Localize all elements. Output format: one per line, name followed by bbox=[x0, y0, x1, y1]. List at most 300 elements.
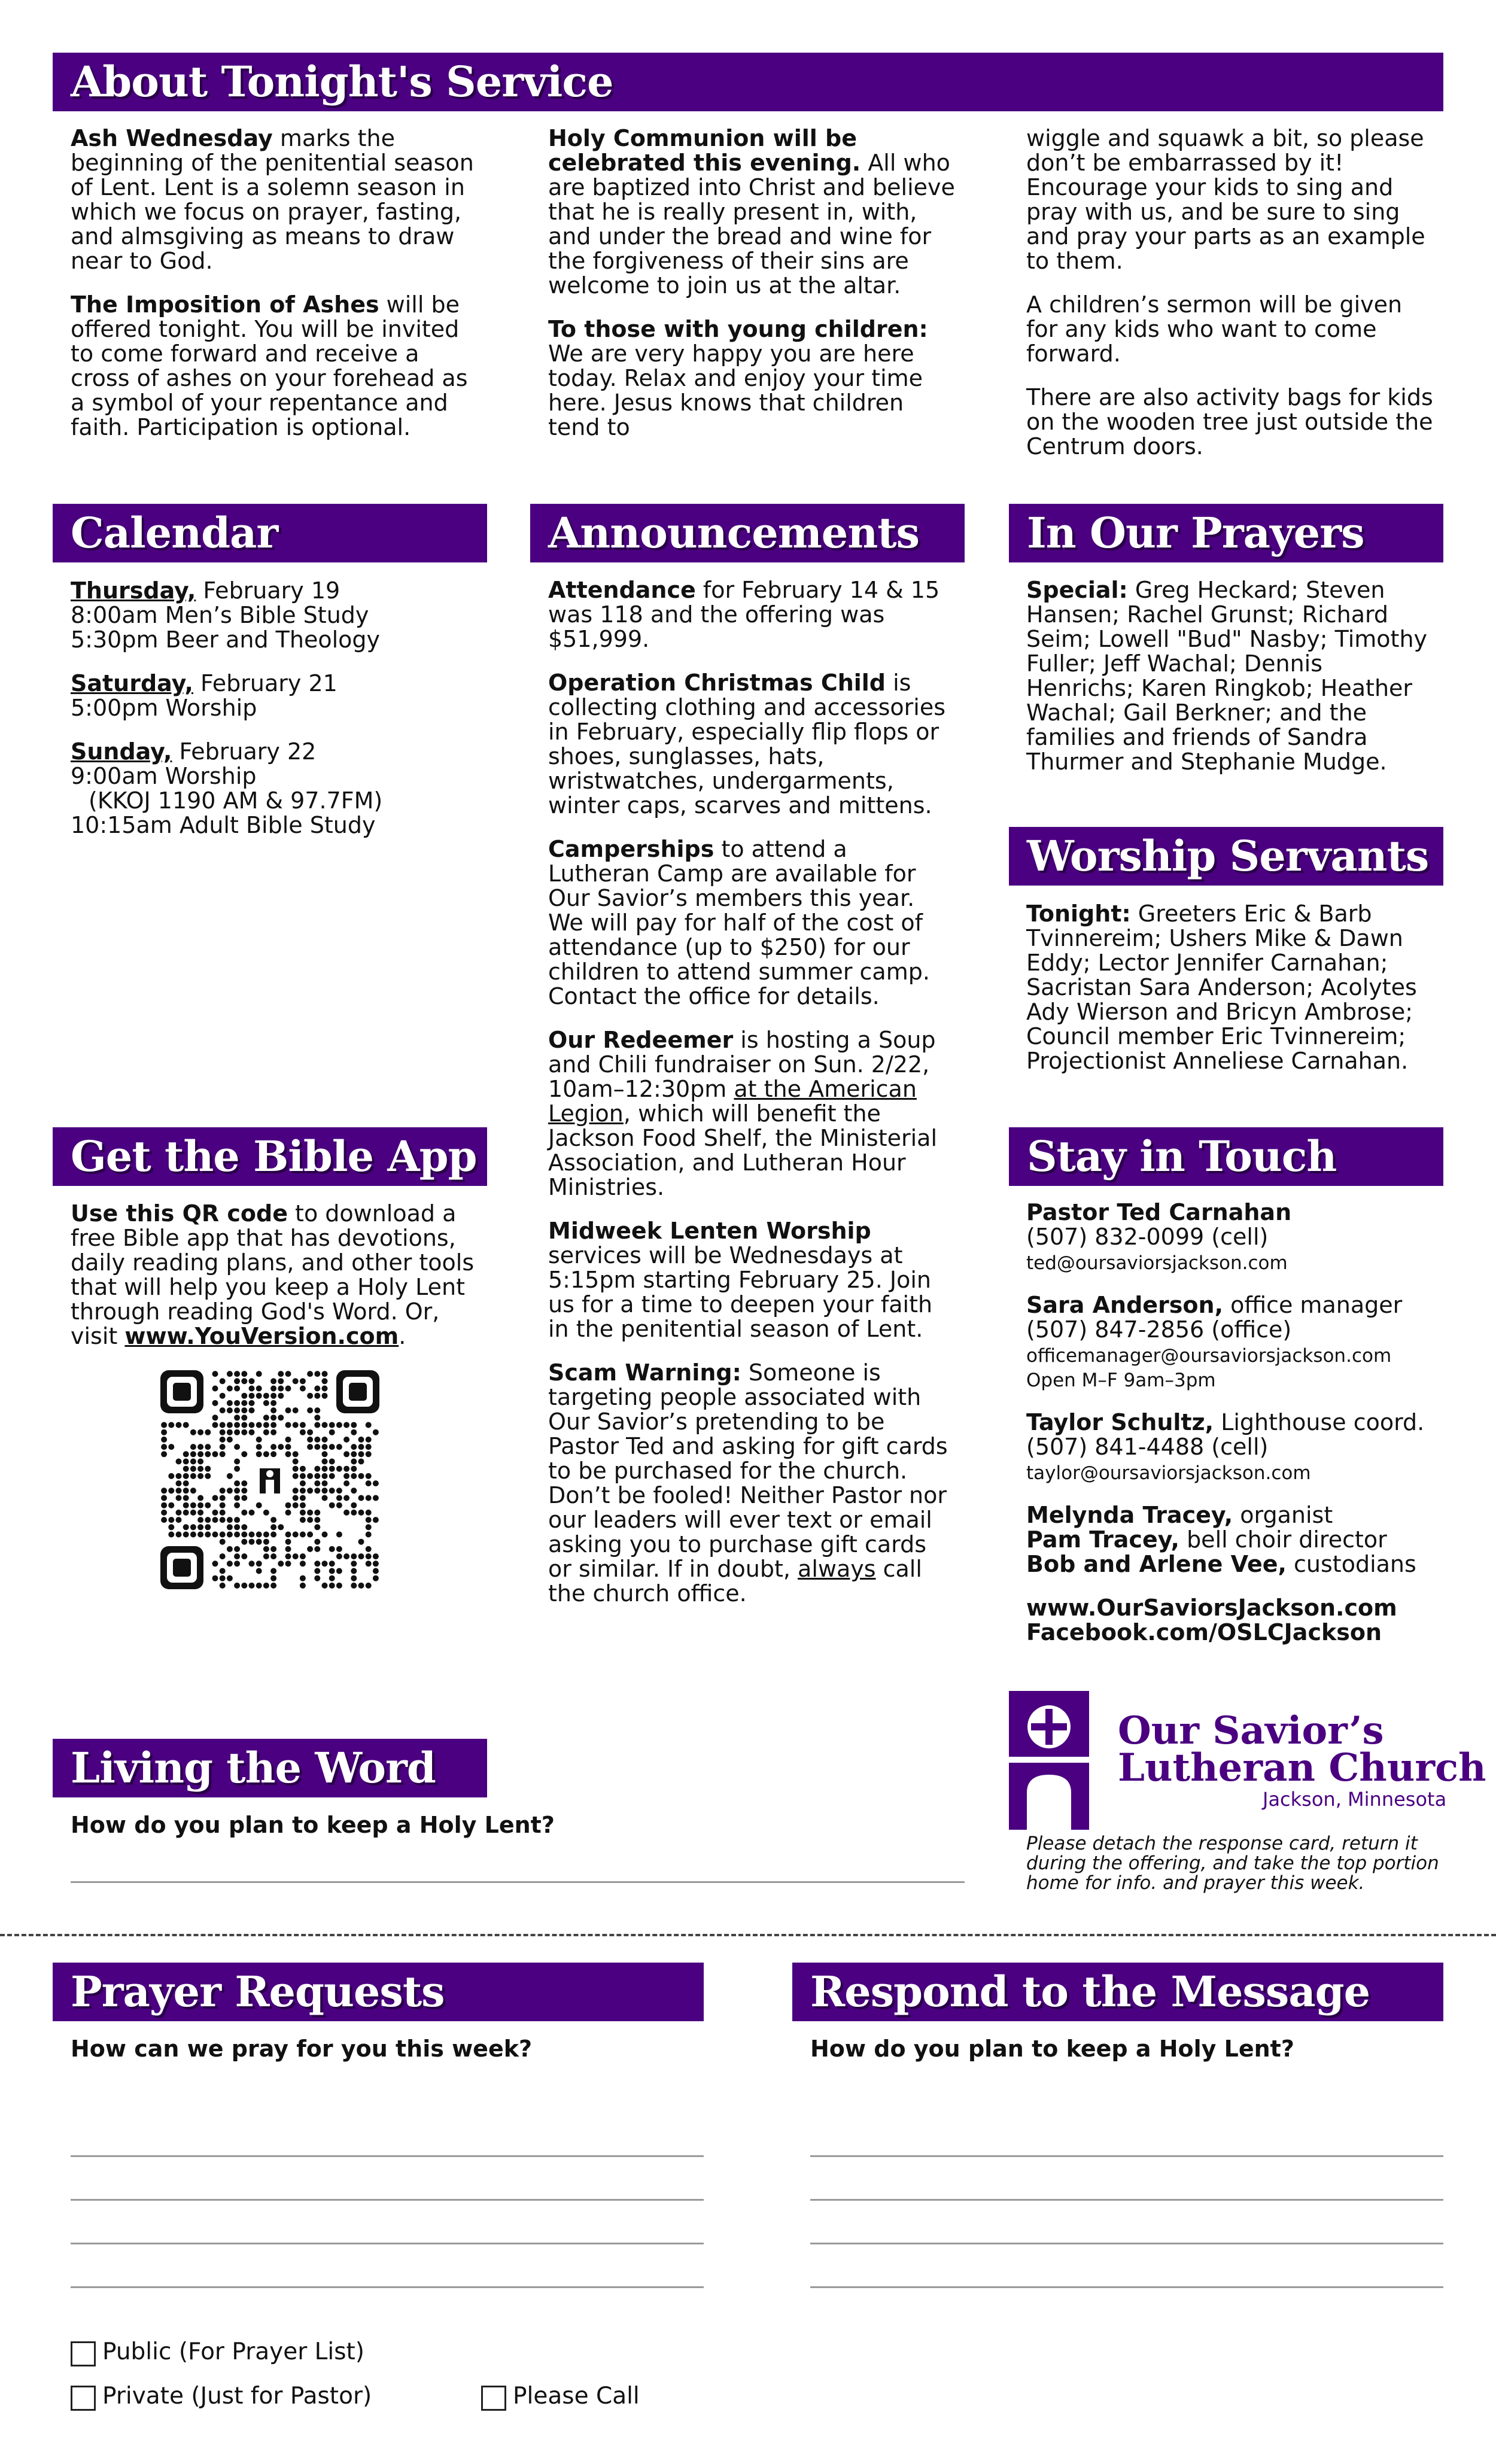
qr-module bbox=[366, 1583, 372, 1589]
qr-module bbox=[256, 1422, 262, 1428]
living-header bbox=[53, 1739, 487, 1797]
qr-module bbox=[220, 1487, 226, 1493]
qr-module bbox=[263, 1546, 269, 1552]
qr-module bbox=[358, 1473, 364, 1479]
qr-module bbox=[168, 1502, 174, 1508]
qr-module bbox=[285, 1546, 291, 1552]
qr-module bbox=[278, 1444, 284, 1450]
qr-module bbox=[190, 1487, 196, 1493]
qr-module bbox=[263, 1422, 269, 1428]
bible-app-title: Get the Bible App bbox=[71, 1131, 477, 1181]
qr-module bbox=[351, 1459, 357, 1465]
qr-module bbox=[220, 1444, 226, 1450]
qr-module bbox=[285, 1560, 291, 1566]
qr-module bbox=[220, 1422, 226, 1428]
qr-module bbox=[314, 1473, 320, 1479]
logo-name-line-2: Lutheran Church bbox=[1118, 1745, 1486, 1790]
qr-module bbox=[220, 1393, 226, 1399]
qr-module bbox=[285, 1553, 291, 1559]
qr-module bbox=[263, 1532, 269, 1538]
qr-module bbox=[183, 1422, 189, 1428]
qr-module bbox=[314, 1393, 320, 1399]
qr-module bbox=[329, 1568, 335, 1574]
qr-module bbox=[220, 1429, 226, 1435]
qr-module bbox=[270, 1400, 276, 1406]
qr-module bbox=[227, 1473, 233, 1479]
qr-module bbox=[190, 1429, 196, 1435]
qr-module bbox=[270, 1546, 276, 1552]
qr-module bbox=[270, 1407, 276, 1413]
qr-module bbox=[241, 1400, 247, 1406]
about-communion: Holy Communion will be celebrated this evening. All who are baptized into Christ and believe that he is really present in, with, and under the bread and wine for the forgiveness of their sins are welcome to join us at the altar. bbox=[548, 125, 955, 299]
qr-module bbox=[293, 1487, 299, 1493]
announcement-attendance: Attendance for February 14 & 15 was 118 and the offering was $51,999. bbox=[548, 577, 940, 652]
qr-module bbox=[205, 1524, 211, 1530]
qr-module bbox=[263, 1553, 269, 1559]
qr-module bbox=[351, 1444, 357, 1450]
qr-module bbox=[351, 1422, 357, 1428]
please-call-checkbox[interactable] bbox=[481, 2386, 506, 2411]
qr-module bbox=[300, 1560, 306, 1566]
qr-module bbox=[366, 1510, 372, 1516]
qr-module bbox=[205, 1473, 211, 1479]
qr-module bbox=[336, 1568, 342, 1574]
qr-module bbox=[300, 1532, 306, 1538]
qr-module bbox=[241, 1414, 247, 1420]
qr-module bbox=[307, 1517, 313, 1523]
about-wiggle: wiggle and squawk a bit, so please don’t be embarrassed by it! Encourage your kids to sing and pray with us, and be sure to sing and pray your parts as an example to them. bbox=[1026, 125, 1425, 274]
qr-module bbox=[285, 1386, 291, 1392]
qr-module bbox=[241, 1583, 247, 1589]
qr-module bbox=[249, 1393, 255, 1399]
qr-module bbox=[234, 1414, 240, 1420]
qr-module bbox=[256, 1437, 262, 1443]
qr-module bbox=[168, 1532, 174, 1538]
qr-module bbox=[249, 1386, 255, 1392]
qr-module bbox=[197, 1517, 203, 1523]
servants-body bbox=[1026, 902, 1433, 1093]
prayer-requests-question: How can we pray for you this week? bbox=[71, 2036, 533, 2062]
qr-module bbox=[343, 1495, 349, 1501]
qr-module bbox=[373, 1480, 379, 1486]
qr-module bbox=[249, 1429, 255, 1435]
qr-module bbox=[314, 1444, 320, 1450]
qr-module bbox=[241, 1495, 247, 1501]
qr-module bbox=[300, 1495, 306, 1501]
prayer-requests-title: Prayer Requests bbox=[71, 1967, 445, 2016]
qr-module bbox=[270, 1553, 276, 1559]
about-activity-bags: There are also activity bags for kids on the wooden tree just outside the Centrum doors. bbox=[1026, 384, 1433, 460]
about-imposition: The Imposition of Ashes will be offered tonight. You will be invited to come forward and receive a cross of ashes on your forehead as a symbol of your repentance and faith. Participation is optional. bbox=[71, 291, 468, 440]
qr-module bbox=[322, 1371, 328, 1377]
qr-module bbox=[263, 1429, 269, 1435]
announcement-midweek-lenten: Midweek Lenten Worship services will be Wednesdays at 5:15pm starting February 25. Join us for a time to deepen your faith in the penitential season of Lent. bbox=[548, 1218, 933, 1342]
qr-module bbox=[307, 1429, 313, 1435]
qr-module bbox=[212, 1517, 218, 1523]
qr-module bbox=[343, 1480, 349, 1486]
qr-module bbox=[227, 1524, 233, 1530]
qr-module bbox=[285, 1422, 291, 1428]
qr-module bbox=[358, 1437, 364, 1443]
qr-module bbox=[212, 1495, 218, 1501]
qr-module bbox=[285, 1444, 291, 1450]
qr-module bbox=[168, 1517, 174, 1523]
announcements-title: Announcements bbox=[548, 508, 919, 558]
qr-module bbox=[366, 1480, 372, 1486]
qr-module bbox=[351, 1451, 357, 1457]
qr-module bbox=[220, 1502, 226, 1508]
qr-module bbox=[190, 1459, 196, 1465]
qr-module bbox=[220, 1437, 226, 1443]
announcements-list bbox=[548, 578, 955, 1625]
qr-module bbox=[322, 1466, 328, 1472]
qr-module bbox=[234, 1459, 240, 1465]
qr-module bbox=[307, 1371, 313, 1377]
qr-finder-bottom-left bbox=[160, 1546, 203, 1589]
qr-module bbox=[197, 1532, 203, 1538]
qr-module bbox=[241, 1510, 247, 1516]
qr-module bbox=[227, 1407, 233, 1413]
qr-module bbox=[234, 1466, 240, 1472]
qr-module bbox=[314, 1487, 320, 1493]
qr-module bbox=[161, 1444, 167, 1450]
respond-line-3[interactable] bbox=[810, 2243, 1443, 2244]
qr-module bbox=[197, 1444, 203, 1450]
qr-module bbox=[190, 1502, 196, 1508]
qr-module bbox=[161, 1517, 167, 1523]
qr-module bbox=[314, 1466, 320, 1472]
qr-module bbox=[234, 1444, 240, 1450]
qr-module bbox=[336, 1583, 342, 1589]
qr-module bbox=[322, 1560, 328, 1566]
qr-module bbox=[205, 1502, 211, 1508]
qr-module bbox=[190, 1510, 196, 1516]
qr-module bbox=[358, 1583, 364, 1589]
qr-module bbox=[234, 1407, 240, 1413]
qr-module bbox=[212, 1400, 218, 1406]
about-children: To those with young children: We are very happy you are here today. Relax and enjoy your time here. Jesus knows that children tend to bbox=[548, 316, 928, 440]
qr-module bbox=[263, 1393, 269, 1399]
qr-module bbox=[234, 1560, 240, 1566]
qr-module bbox=[373, 1517, 379, 1523]
contact-office-manager: Sara Anderson, office manager (507) 847-2856 (office) officemanager@oursaviorsjackson.com Open M–F 9am–3pm bbox=[1026, 1292, 1403, 1391]
qr-module bbox=[278, 1378, 284, 1384]
logo-name-line-1: Our Savior’s bbox=[1118, 1708, 1384, 1753]
qr-module bbox=[234, 1553, 240, 1559]
qr-module bbox=[212, 1560, 218, 1566]
qr-module bbox=[293, 1473, 299, 1479]
qr-module bbox=[161, 1502, 167, 1508]
prayers-special: Special: Greg Heckard; Steven Hansen; Rachel Grunst; Richard Seim; Lowell "Bud" Nasby; Timothy Fuller; Jeff Wachal; Dennis Henrichs; Karen Ringkob; Heather Wachal; Gail Berkner; and the families and friends of Sandra Thurmer and Stephanie Mudge. bbox=[1026, 577, 1428, 775]
qr-module bbox=[300, 1583, 306, 1589]
qr-module bbox=[314, 1568, 320, 1574]
respond-line-2[interactable] bbox=[810, 2199, 1443, 2201]
qr-module bbox=[366, 1473, 372, 1479]
qr-module bbox=[234, 1487, 240, 1493]
qr-module bbox=[263, 1451, 269, 1457]
calendar-day-sunday: Sunday, February 22 9:00am Worship (KKOJ 1190 AM & 97.7FM) 10:15am Adult Bible Study bbox=[71, 738, 383, 838]
qr-module bbox=[366, 1451, 372, 1457]
qr-module bbox=[241, 1407, 247, 1413]
qr-module bbox=[249, 1400, 255, 1406]
qr-module bbox=[212, 1510, 218, 1516]
about-title: About Tonight's Service bbox=[71, 57, 613, 107]
qr-module bbox=[183, 1466, 189, 1472]
qr-module bbox=[161, 1510, 167, 1516]
qr-module bbox=[220, 1539, 226, 1545]
qr-module bbox=[190, 1524, 196, 1530]
qr-module bbox=[336, 1546, 342, 1552]
qr-module bbox=[256, 1393, 262, 1399]
qr-module bbox=[293, 1407, 299, 1413]
qr-module bbox=[278, 1524, 284, 1530]
qr-module bbox=[307, 1393, 313, 1399]
qr-module bbox=[161, 1429, 167, 1435]
prayer-line-3[interactable] bbox=[71, 2243, 704, 2244]
qr-module bbox=[322, 1451, 328, 1457]
calendar-title: Calendar bbox=[71, 508, 278, 558]
prayers-body bbox=[1026, 578, 1433, 793]
qr-module bbox=[307, 1444, 313, 1450]
qr-module bbox=[220, 1575, 226, 1581]
qr-module bbox=[336, 1502, 342, 1508]
prayer-line-1[interactable] bbox=[71, 2155, 704, 2157]
qr-module bbox=[329, 1473, 335, 1479]
qr-module bbox=[270, 1378, 276, 1384]
qr-module bbox=[220, 1568, 226, 1574]
qr-module bbox=[190, 1444, 196, 1450]
qr-module bbox=[293, 1459, 299, 1465]
qr-module bbox=[322, 1487, 328, 1493]
qr-module bbox=[256, 1532, 262, 1538]
qr-module bbox=[300, 1487, 306, 1493]
qr-module bbox=[336, 1495, 342, 1501]
qr-module bbox=[241, 1393, 247, 1399]
servants-header bbox=[1009, 827, 1443, 886]
contact-links bbox=[1026, 1596, 1445, 1645]
qr-module bbox=[373, 1575, 379, 1581]
qr-module bbox=[329, 1575, 335, 1581]
bible-app-text: Use this QR code to download a free Bible app that has devotions, daily reading plans, and other tools that will help you keep a Holy Lent through reading God's Word. Or, visit www.YouVersion.com. bbox=[71, 1200, 475, 1349]
qr-module bbox=[373, 1495, 379, 1501]
qr-module bbox=[293, 1502, 299, 1508]
website-link[interactable]: www.OurSaviorsJackson.com bbox=[1026, 1595, 1397, 1621]
qr-module bbox=[249, 1378, 255, 1384]
qr-module bbox=[227, 1560, 233, 1566]
qr-module bbox=[329, 1444, 335, 1450]
qr-module bbox=[168, 1444, 174, 1450]
qr-module bbox=[220, 1378, 226, 1384]
respond-line-4[interactable] bbox=[810, 2286, 1443, 2288]
servants-tonight: Tonight: Greeters Eric & Barb Tvinnereim; Ushers Mike & Dawn Eddy; Lector Jennifer Carnahan; Sacristan Sara Anderson; Acolytes Ady Wierson and Bricyn Ambrose; Council member Eric Tvinnereim; Projectionist Anneliese Carnahan. bbox=[1026, 901, 1417, 1074]
qr-module bbox=[212, 1386, 218, 1392]
qr-module bbox=[241, 1553, 247, 1559]
qr-module bbox=[322, 1583, 328, 1589]
qr-code[interactable] bbox=[160, 1370, 379, 1589]
qr-module bbox=[314, 1437, 320, 1443]
qr-module bbox=[249, 1539, 255, 1545]
qr-module bbox=[234, 1495, 240, 1501]
qr-module bbox=[293, 1532, 299, 1538]
respond-question: How do you plan to keep a Holy Lent? bbox=[810, 2036, 1294, 2062]
qr-module bbox=[168, 1422, 174, 1428]
qr-module bbox=[314, 1422, 320, 1428]
qr-module bbox=[270, 1451, 276, 1457]
qr-module bbox=[336, 1466, 342, 1472]
qr-module bbox=[366, 1517, 372, 1523]
qr-module bbox=[176, 1487, 182, 1493]
qr-module bbox=[314, 1407, 320, 1413]
qr-module bbox=[234, 1386, 240, 1392]
qr-module bbox=[234, 1429, 240, 1435]
qr-module bbox=[220, 1517, 226, 1523]
respond-header bbox=[792, 1963, 1443, 2021]
qr-module bbox=[205, 1429, 211, 1435]
qr-module bbox=[278, 1371, 284, 1377]
qr-module bbox=[329, 1459, 335, 1465]
qr-module bbox=[300, 1510, 306, 1516]
qr-module bbox=[300, 1386, 306, 1392]
qr-module bbox=[183, 1480, 189, 1486]
facebook-link[interactable]: Facebook.com/OSLCJackson bbox=[1026, 1619, 1382, 1645]
qr-module bbox=[241, 1532, 247, 1538]
qr-module bbox=[343, 1451, 349, 1457]
qr-module bbox=[197, 1495, 203, 1501]
qr-module bbox=[329, 1583, 335, 1589]
qr-module bbox=[220, 1407, 226, 1413]
qr-module bbox=[322, 1437, 328, 1443]
qr-module bbox=[293, 1495, 299, 1501]
announcements-header bbox=[530, 504, 965, 562]
public-label: Public (For Prayer List) bbox=[102, 2338, 365, 2365]
qr-module bbox=[256, 1386, 262, 1392]
qr-module bbox=[343, 1553, 349, 1559]
qr-module bbox=[351, 1502, 357, 1508]
qr-module bbox=[234, 1524, 240, 1530]
qr-module bbox=[263, 1583, 269, 1589]
private-checkbox[interactable] bbox=[71, 2386, 96, 2411]
qr-module bbox=[351, 1553, 357, 1559]
qr-module bbox=[307, 1437, 313, 1443]
living-question: How do you plan to keep a Holy Lent? bbox=[71, 1812, 555, 1838]
qr-module bbox=[351, 1575, 357, 1581]
prayers-header bbox=[1009, 504, 1443, 562]
qr-module bbox=[197, 1451, 203, 1457]
qr-module bbox=[190, 1451, 196, 1457]
public-checkbox[interactable] bbox=[71, 2341, 96, 2366]
qr-module bbox=[183, 1459, 189, 1465]
qr-module bbox=[176, 1532, 182, 1538]
contact-staff: Melynda Tracey, organist Pam Tracey, bell choir director Bob and Arlene Vee, custodians bbox=[1026, 1502, 1416, 1577]
qr-module bbox=[366, 1546, 372, 1552]
qr-module bbox=[322, 1480, 328, 1486]
qr-module bbox=[270, 1583, 276, 1589]
youversion-link[interactable]: www.YouVersion.com bbox=[124, 1323, 399, 1349]
qr-module bbox=[234, 1400, 240, 1406]
qr-module bbox=[293, 1378, 299, 1384]
qr-module bbox=[234, 1378, 240, 1384]
qr-module bbox=[220, 1583, 226, 1589]
qr-module bbox=[270, 1386, 276, 1392]
qr-module bbox=[329, 1422, 335, 1428]
qr-module bbox=[227, 1575, 233, 1581]
qr-module bbox=[234, 1546, 240, 1552]
qr-module bbox=[366, 1524, 372, 1530]
detach-line bbox=[0, 1934, 1496, 1936]
qr-module bbox=[227, 1371, 233, 1377]
qr-module bbox=[293, 1553, 299, 1559]
qr-module bbox=[285, 1451, 291, 1457]
living-answer-line[interactable] bbox=[71, 1881, 965, 1883]
qr-module bbox=[270, 1414, 276, 1420]
qr-module bbox=[307, 1546, 313, 1552]
qr-module bbox=[351, 1510, 357, 1516]
qr-module bbox=[197, 1473, 203, 1479]
qr-module bbox=[300, 1502, 306, 1508]
qr-module bbox=[300, 1480, 306, 1486]
qr-module bbox=[220, 1532, 226, 1538]
qr-module bbox=[161, 1451, 167, 1457]
qr-module bbox=[329, 1429, 335, 1435]
qr-module bbox=[197, 1459, 203, 1465]
qr-module bbox=[212, 1371, 218, 1377]
private-label: Private (Just for Pastor) bbox=[102, 2383, 372, 2410]
qr-module bbox=[205, 1444, 211, 1450]
qr-module bbox=[366, 1444, 372, 1450]
qr-module bbox=[270, 1524, 276, 1530]
prayer-line-4[interactable] bbox=[71, 2286, 704, 2288]
bible-app-header bbox=[53, 1127, 487, 1186]
calendar-header bbox=[53, 504, 487, 562]
qr-module bbox=[343, 1437, 349, 1443]
qr-module bbox=[249, 1422, 255, 1428]
living-title: Living the Word bbox=[71, 1743, 436, 1793]
qr-module bbox=[329, 1560, 335, 1566]
qr-module bbox=[234, 1371, 240, 1377]
qr-module bbox=[336, 1553, 342, 1559]
qr-module bbox=[263, 1539, 269, 1545]
qr-module bbox=[336, 1444, 342, 1450]
qr-module bbox=[234, 1422, 240, 1428]
qr-module bbox=[314, 1546, 320, 1552]
prayer-line-2[interactable] bbox=[71, 2199, 704, 2201]
respond-line-1[interactable] bbox=[810, 2155, 1443, 2157]
qr-module bbox=[197, 1524, 203, 1530]
bible-app-body bbox=[71, 1201, 478, 1368]
qr-module bbox=[256, 1444, 262, 1450]
qr-module bbox=[270, 1575, 276, 1581]
qr-module bbox=[300, 1517, 306, 1523]
qr-module bbox=[249, 1583, 255, 1589]
servants-title: Worship Servants bbox=[1027, 831, 1429, 881]
qr-module bbox=[351, 1429, 357, 1435]
qr-module bbox=[278, 1560, 284, 1566]
qr-module bbox=[234, 1583, 240, 1589]
qr-module bbox=[343, 1466, 349, 1472]
qr-module bbox=[300, 1378, 306, 1384]
qr-module bbox=[249, 1510, 255, 1516]
contact-pastor: Pastor Ted Carnahan (507) 832-0099 (cell) ted@oursaviorsjackson.com bbox=[1026, 1199, 1292, 1274]
qr-module bbox=[358, 1444, 364, 1450]
qr-module bbox=[336, 1532, 342, 1538]
qr-module bbox=[314, 1414, 320, 1420]
church-logo-icon bbox=[1009, 1691, 1089, 1830]
qr-module bbox=[212, 1575, 218, 1581]
qr-module bbox=[168, 1487, 174, 1493]
qr-module bbox=[176, 1510, 182, 1516]
qr-module bbox=[373, 1553, 379, 1559]
qr-finder-top-left bbox=[160, 1370, 203, 1413]
